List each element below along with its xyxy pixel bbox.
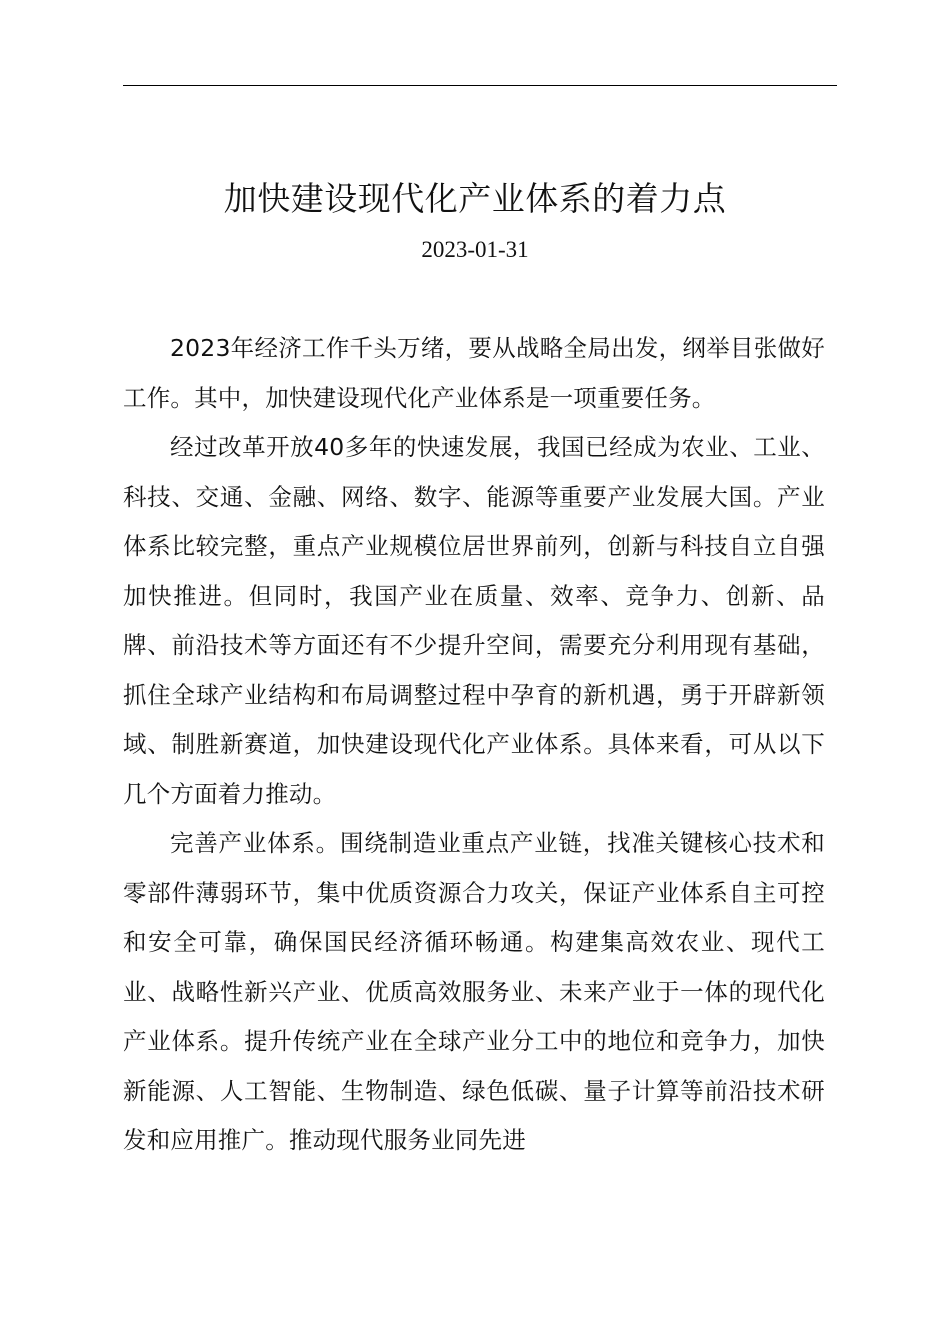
header-rule	[123, 85, 837, 86]
article-title: 加快建设现代化产业体系的着力点	[223, 179, 727, 218]
article-date: 2023-01-31	[421, 237, 529, 262]
paragraph: 2023年经济工作千头万绪，要从战略全局出发，纲举目张做好工作。其中，加快建设现代化产业体系是一项重要任务。	[123, 334, 825, 412]
paragraph: 经过改革开放40多年的快速发展，我国已经成为农业、工业、科技、交通、金融、网络、数字、能源等重要产业发展大国。产业体系比较完整，重点产业规模位居世界前列，创新与科技自立自强加快推进。但同时，我国产业在质量、效率、竞争力、创新、品牌、前沿技术等方面还有不少提升空间，需要充分利用现有基础，抓住全球产业结构和布局调整过程中孕育的新机遇，勇于开辟新领域、制胜新赛道，加快建设现代化产业体系。具体来看，可从以下几个方面着力推动。	[123, 433, 825, 808]
paragraph: 完善产业体系。围绕制造业重点产业链，找准关键核心技术和零部件薄弱环节，集中优质资源合力攻关，保证产业体系自主可控和安全可靠，确保国民经济循环畅通。构建集高效农业、现代工业、战略性新兴产业、优质高效服务业、未来产业于一体的现代化产业体系。提升传统产业在全球产业分工中的地位和竞争力，加快新能源、人工智能、生物制造、绿色低碳、量子计算等前沿技术研发和应用推广。推动现代服务业同先进	[123, 829, 825, 1154]
article-body	[123, 324, 825, 1166]
